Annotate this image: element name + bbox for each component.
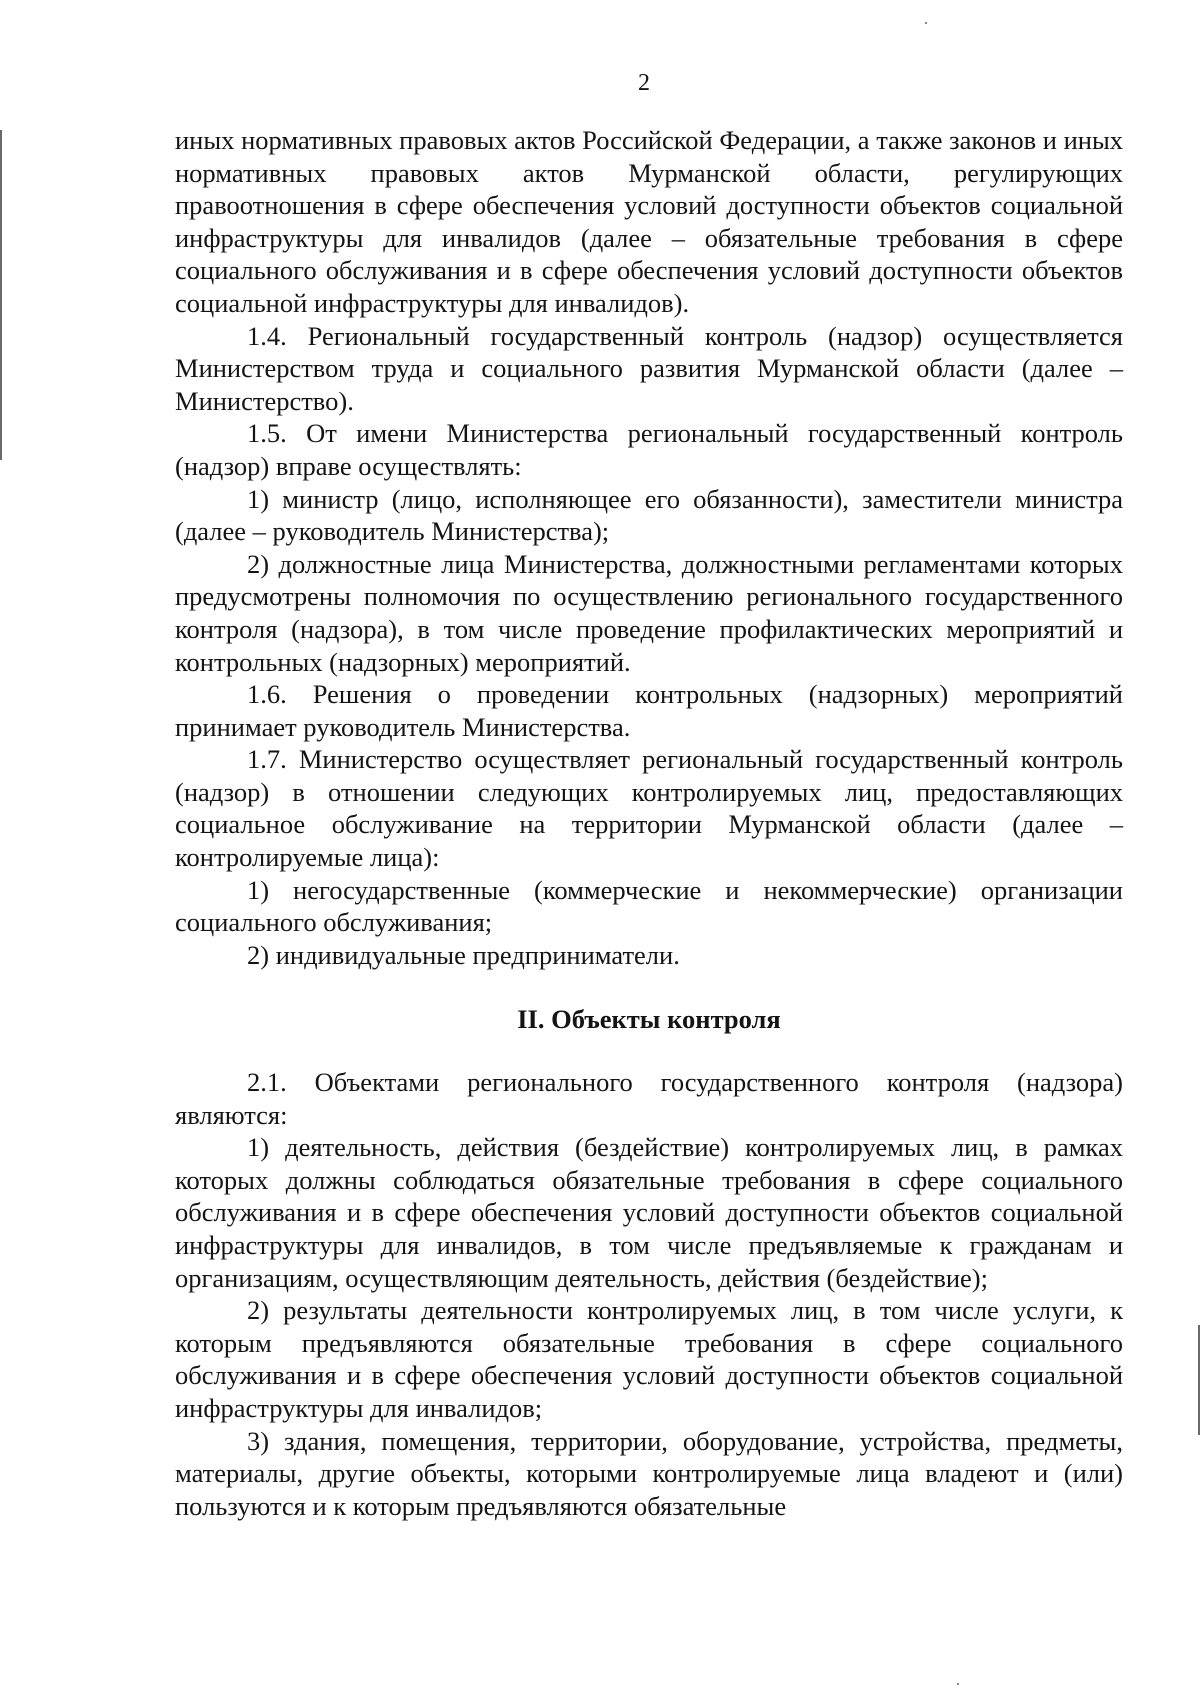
paragraph-1-7: 1.7. Министерство осуществляет региональный государственный контроль (надзор) в отношении следующих контролируемых лиц, предоставляющих социальное обслуживание на территории Мурманской области (далее – контролируемые лица): [175,744,1123,873]
scan-dot-bottom [957,1683,959,1685]
list-item: 2) индивидуальные предприниматели. [247,939,680,970]
document-body [175,124,1123,1522]
scan-edge-mark-left [0,130,2,460]
paragraph-1-4: 1.4. Региональный государственный контроль (надзор) осуществляется Министерством труда и социального развития Мурманской области (далее – Министерство). [175,320,1123,416]
list-item: 2) должностные лица Министерства, должностными регламентами которых предусмотрены полномочия по осуществлению регионального государственного контроля (надзора), в том числе проведение профилактических мероприятий и контрольных (надзорных) мероприятий. [175,548,1123,677]
paragraph-2-1: 2.1. Объектами регионального государственного контроля (надзора) являются: [175,1067,1123,1130]
list-item: 2) результаты деятельности контролируемых лиц, в том числе услуги, к которым предъявляются обязательные требования в сфере социального обслуживания и в сфере обеспечения условий доступности объектов социальной инфраструктуры для инвалидов; [175,1295,1123,1423]
paragraph-1-5: 1.5. От имени Министерства региональный государственный контроль (надзор) вправе осуществлять: [175,418,1123,481]
page-number: 2 [638,70,650,96]
list-item: 1) негосударственные (коммерческие и некоммерческие) организации социального обслуживания; [175,874,1123,938]
paragraph-1-6: 1.6. Решения о проведении контрольных (надзорных) мероприятий принимает руководитель Министерства. [175,679,1123,742]
section-heading: II. Объекты контроля [517,1004,781,1035]
paragraph: иных нормативных правовых актов Российской Федерации, а также законов и иных нормативных правовых актов Мурманской области, регулирующих правоотношения в сфере обеспечения условий доступности объектов социальной инфраструктуры для инвалидов (далее – обязательные требования в сфере социального обслуживания и в сфере обеспечения условий доступности объектов социальной инфраструктуры для инвалидов). [175,125,1123,318]
list-item: 3) здания, помещения, территории, оборудование, устройства, предметы, материалы, другие объекты, которыми контролируемые лица владеют и (или) пользуются и к которым предъявляются обязательные [175,1425,1123,1521]
scan-dot-top [925,22,927,24]
list-item: 1) министр (лицо, исполняющее его обязанности), заместители министра (далее – руководитель Министерства); [175,483,1123,547]
list-item: 1) деятельность, действия (бездействие) контролируемых лиц, в рамках которых должны соблюдаться обязательные требования в сфере социального обслуживания и в сфере обеспечения условий доступности объектов социальной инфраструктуры для инвалидов, в том числе предъявляемые к гражданам и организациям, осуществляющим деятельность, действия (бездействие); [175,1132,1123,1293]
